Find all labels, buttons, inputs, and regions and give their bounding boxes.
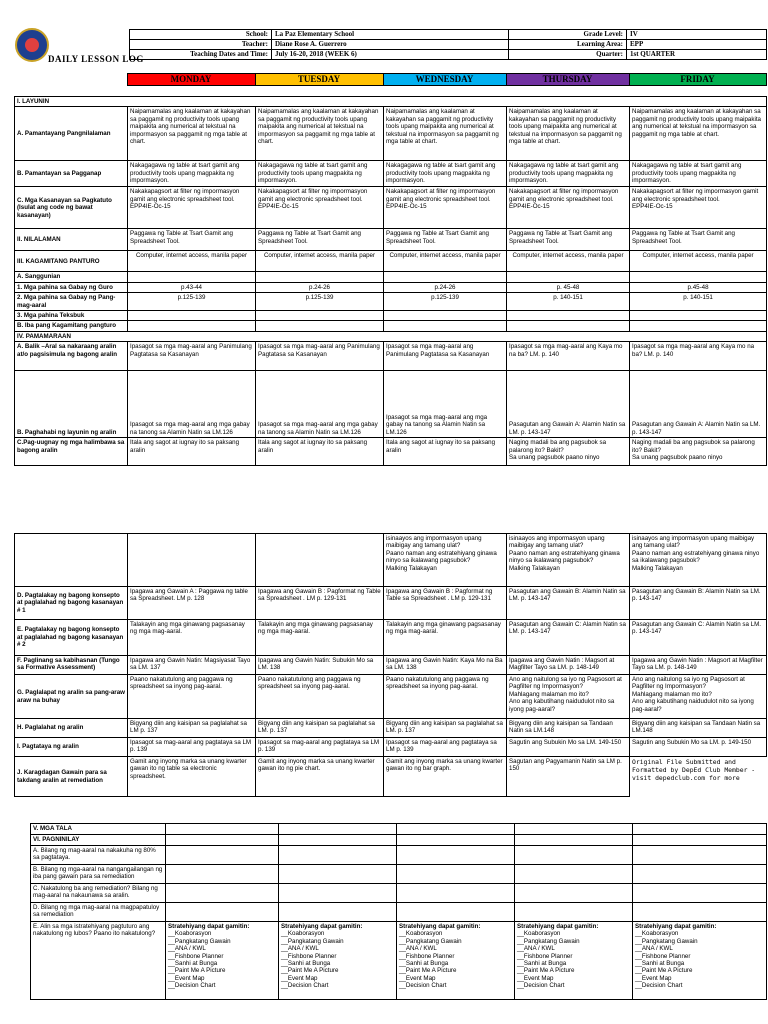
page-title: DAILY LESSON LOG [48,54,144,64]
cell: p.24-26 [384,282,507,292]
grade-value: IV [627,30,767,40]
cell: Gamit ang inyong marka sa unang kwarter gawan ito ng pie chart. [256,757,384,797]
strategy-list: __Koaborasyon __Pangkatang Gawain __ANA / KWL __Fishbone Planner __Sanhi at Bunga __Paint Me A Picture __Event Map __Decision Chart [517,930,580,990]
row-label: B. Paghahabi ng layunin ng aralin [15,371,128,438]
cell: Computer, internet access, manila paper [384,251,507,272]
row-label: D. Pagtalakay ng bagong konsepto at paglalahad ng bagong kasanayan # 1 [15,587,128,620]
row-label: 1. Mga pahina sa Gabay ng Guro [15,282,128,292]
cell: Bigyang diin ang kaisipan sa paglalahat sa LM p. 137 [128,719,256,738]
section-tala: V. MGA TALA [31,824,166,835]
day-header [14,73,767,86]
cell: Itala ang sagot at iugnay ito sa paksang aralin [128,438,256,466]
school-value: La Paz Elementary School [272,30,509,40]
row-label: A. Balik –Aral sa nakaraang aralin at/o pagsisimula ng bagong aralin [15,342,128,371]
cell: Computer, internet access, manila paper [507,251,630,272]
strategy-list: __Koaborasyon __Pangkatang Gawain __ANA / KWL __Fishbone Planner __Sanhi at Bunga __Paint Me A Picture __Event Map __Decision Chart [399,930,462,990]
cell: p.125-139 [384,293,507,311]
cell: Ipagawa ang Gawin Natin: Subukin Mo sa LM. 138 [256,656,384,675]
cell: Ipasagot sa mga mag-aaral ang mga gabay na tanong sa Alamin Natin sa LM.126 [128,371,256,438]
cell: Bigyang diin ang kaisipan sa paglalahat sa LM. p. 137 [256,719,384,738]
row-label: 2. Mga pahina sa Gabay ng Pang-mag-aaral [15,293,128,311]
row-label: I. Pagtataya ng aralin [15,738,128,757]
cell: Ipasagot sa mag-aaral ang pagtataya sa LM p. 139 [384,738,507,757]
cell: Nakakapagsort at filter ng impormasyon gamit ang electronic spreadsheet tool. EPP4IE-Oc-15 [256,187,384,229]
section-layunin: I. LAYUNIN [15,97,767,107]
cell: Talakayin ang mga ginawang pagsasanay ng mga mag-aaral. [384,620,507,656]
strategy-list: __Koaborasyon __Pangkatang Gawain __ANA / KWL __Fishbone Planner __Sanhi at Bunga __Paint Me A Picture __Event Map __Decision Chart [635,930,698,990]
lesson-table-1 [14,96,767,466]
cell: p. 140-151 [630,293,767,311]
cell: Ipagawa ang Gawain B : Pagformat ng Table sa Spreadsheet . LM p. 129-131 [384,587,507,620]
cell: p.24-26 [256,282,384,292]
cell: isinaayos ang impormasyon upang maibigay ang tamang ulat? Paano naman ang estratehiyang ginawa ninyo sa ikalawang pagsubok? Malking Talakayan [507,534,630,587]
row-label: J. Karagdagan Gawain para sa takdang aralin at remediation [15,757,128,797]
row-label: II. NILALAMAN [15,229,128,251]
footnote: Original File Submitted and Formatted by DepEd Club Member - visit depedclub.com for more [632,758,756,782]
row-label: G. Paglalapat ng aralin sa pang-araw araw na buhay [15,675,128,719]
row-label: C. Mga Kasanayan sa Pagkatuto (Isulat ang code ng bawat kasanayan) [15,187,128,229]
cell: Ipagawa ang Gawin Natin : Magsort at Magfilter Tayo sa LM. p. 148-149 [507,656,630,675]
cell: Pasagutan ang Gawain C: Alamin Natin sa LM. p. 143-147 [507,620,630,656]
cell: Naging madali ba ang pagsubok sa palarong ito? Bakit? Sa unang pagsubok paano ninyo [507,438,630,466]
strategy-heading: Stratehiyang dapat gamitin: [281,923,363,930]
cell: Paano nakatutulong ang paggawa ng spreadsheet sa inyong pag-aaral. [384,675,507,719]
cell: Gamit ang inyong marka sa unang kwarter gawan ito ng bar graph. [384,757,507,797]
cell: Ipasagot sa mga mag-aaral ang Kaya mo na ba? LM. p. 140 [507,342,630,371]
cell: Pasagutan ang Gawain B: Alamin Natin sa LM. p. 143-147 [507,587,630,620]
strategy-list: __Koaborasyon __Pangkatang Gawain __ANA / KWL __Fishbone Planner __Sanhi at Bunga __Paint Me A Picture __Event Map __Decision Chart [168,930,231,990]
cell: Ipagawa ang Gawin Natin : Magsort at Magfilter Tayo sa LM. p. 148-149 [630,656,767,675]
strategy-heading: Stratehiyang dapat gamitin: [635,923,717,930]
cell: Nakagagawa ng table at tsart gamit ang productivity tools upang magpakita ng impormasyon. [507,161,630,187]
cell: Nakagagawa ng table at tsart gamit ang productivity tools upang magpakita ng impormasyon. [256,161,384,187]
row-label: B. Bilang ng mga-aaral na nangangailangan ng iba pang gawain para sa remediation [31,865,166,884]
cell: Naipamamalas ang kaalaman at kakayahan sa paggamit ng productivity tools upang maipakita ang numerical at tekstual na impormasyon sa paggamit ng mga table at chart. [507,107,630,161]
cell: Ipasagot sa mga mag-aaral ang Panimulang Pagtatasa sa Kasanayan [256,342,384,371]
strategy-heading: Stratehiyang dapat gamitin: [168,923,250,930]
row-label: III. KAGAMITANG PANTURO [15,251,128,272]
cell: Naging madali ba ang pagsubok sa palarong ito? Bakit? Sa unang pagsubok paano ninyo [630,438,767,466]
cell: Computer, internet access, manila paper [630,251,767,272]
dates-value: July 16-20, 2018 (WEEK 6) [272,50,509,60]
cell: Pasagutan ang Gawain A: Alamin Natin sa LM. p. 143-147 [507,371,630,438]
cell: Talakayin ang mga ginawang pagsasanay ng mga mag-aaral. [256,620,384,656]
cell: Ipagawa ang Gawin Natin: Magsiyasat Tayo sa LM. 137 [128,656,256,675]
cell: Paggawa ng Table at Tsart Gamit ang Spreadsheet Tool. [128,229,256,251]
cell: Itala ang sagot at iugnay ito sa paksang aralin [384,438,507,466]
cell: Nakakapagsort at filter ng impormasyon gamit ang electronic spreadsheet tool. EPP4IE-Oc-15 [384,187,507,229]
cell: Computer, internet access, manila paper [256,251,384,272]
day-thursday: THURSDAY [506,74,629,86]
row-label: F. Paglinang sa kabihasnan (Tungo sa Formative Assessment) [15,656,128,675]
cell: Bigyang diin ang kaisipan sa Tandaan Natin sa LM.148 [630,719,767,738]
teacher-value: Diane Rose A. Guerrero [272,40,509,50]
strategy-cell [633,922,767,1000]
area-label: Learning Area: [509,40,627,50]
cell: Sagutin ang Subukin Mo sa LM. p. 149-150 [630,738,767,757]
day-monday: MONDAY [127,74,255,86]
cell: Nakagagawa ng table at tsart gamit ang productivity tools upang magpakita ng impormasyon. [630,161,767,187]
cell: Naipamamalas ang kaalaman at kakayahan sa paggamit ng productivity tools upang maipakita ang numerical at tekstual na impormasyon sa paggamit ng mga table at chart. [128,107,256,161]
quarter-value: 1st QUARTER [627,50,767,60]
cell: Talakayin ang mga ginawang pagsasanay ng mga mag-aaral. [128,620,256,656]
row-label: C.Pag-uugnay ng mga halimbawa sa bagong aralin [15,438,128,466]
cell: Paggawa ng Table at Tsart Gamit ang Spreadsheet Tool. [384,229,507,251]
deped-logo [15,28,49,62]
row-label: E. Alin sa mga istratehiyang pagtuturo ang nakatulong ng lubos? Paano ito nakatulong? [31,922,166,1000]
cell: Ipagawa ang Gawin Natin: Kaya Mo na Ba sa LM. 138 [384,656,507,675]
cell: Nakakapagsort at filter ng impormasyon gamit ang electronic spreadsheet tool. EPP4IE-Oc-15 [128,187,256,229]
cell: Paggawa ng Table at Tsart Gamit ang Spreadsheet Tool. [256,229,384,251]
cell: Ipasagot sa mga mag-aaral ang mga gabay na tanong sa Alamin Natin sa LM.126 [384,371,507,438]
cell: Ano ang naitulong sa iyo ng Pagsosort at Pagfilter ng Impormasyon? Mahlagang malaman mo ito? Ano ang kabutihang naidudulot nito sa iyong pag-aaral? [630,675,767,719]
strategy-cell [515,922,633,1000]
cell: isinaayos ang impormasyon upang maibigay ang tamang ulat? Paano naman ang estratehiyang ginawa ninyo sa ikalawang pagsubok? Malking Talakayan [384,534,507,587]
row-label: H. Paglalahat ng aralin [15,719,128,738]
cell: Pasagutan ang Gawain A: Alamin Natin sa LM. p. 143-147 [630,371,767,438]
cell: p. 140-151 [507,293,630,311]
row-label: B. Pamantayan sa Pagganap [15,161,128,187]
cell: p.125-139 [128,293,256,311]
cell: Ipagawa ang Gawain B : Pagformat ng Table sa Spreadsheet . LM p. 129-131 [256,587,384,620]
cell: Ipasagot sa mag-aaral ang pagtataya sa LM p. 139 [128,738,256,757]
cell: Nakakapagsort at filter ng impormasyon gamit ang electronic spreadsheet tool. EPP4IE-Oc-15 [630,187,767,229]
cell: p. 45-48 [507,282,630,292]
row-label: B. Iba pang Kagamitang pangturo [15,321,128,331]
strategy-list: __Koaborasyon __Pangkatang Gawain __ANA / KWL __Fishbone Planner __Sanhi at Bunga __Paint Me A Picture __Event Map __Decision Chart [281,930,344,990]
cell: Ipasagot sa mga mag-aaral ang Panimulang Pagtatasa sa Kasanayan [128,342,256,371]
cell: Ano ang naitulong sa iyo ng Pagsosort at Pagfilter ng Impormasyon? Mahlagang malaman mo ito? Ano ang kabutihang naidudulot nito sa iyong pag-aaral? [507,675,630,719]
school-label: School: [130,30,272,40]
strategy-cell [279,922,397,1000]
row-label: A. Sanggunian [15,272,128,282]
cell: Paano nakatutulong ang paggawa ng spreadsheet sa inyong pag-aaral. [128,675,256,719]
teacher-label: Teacher: [130,40,272,50]
cell: Pasagutan ang Gawain C: Alamin Natin sa LM. p. 143-147 [630,620,767,656]
cell: Ipasagot sa mga mag-aaral ang mga gabay na tanong sa Alamin Natin sa LM.126 [256,371,384,438]
grade-label: Grade Level: [509,30,627,40]
cell: Itala ang sagot at iugnay ito sa paksang aralin [256,438,384,466]
cell: Bigyang diin ang kaisipan sa Tandaan Natin sa LM.148 [507,719,630,738]
cell: isinaayos ang impormasyon upang maibigay ang tamang ulat? Paano naman ang estratehiyang ginawa ninyo sa ikalawang pagsubok? Malking Talakayan [630,534,767,587]
row-label: C. Nakatulong ba ang remediation? Bilang ng mag-aaral na nakaunawa sa aralin. [31,884,166,903]
cell: Nakagagawa ng table at tsart gamit ang productivity tools upang magpakita ng impormasyon. [384,161,507,187]
cell: p.45-48 [630,282,767,292]
cell: Bigyang diin ang kaisipan sa paglalahat sa LM. p. 137 [384,719,507,738]
day-tuesday: TUESDAY [255,74,383,86]
cell: Sagutan ang Pagyamanin Natin sa LM p. 150 [507,757,630,797]
cell: p.43-44 [128,282,256,292]
cell: Naipamamalas ang kaalaman at kakayahan sa paggamit ng productivity tools upang maipakita ang numerical at tekstual na impormasyon sa paggamit ng mga table at chart. [384,107,507,161]
dates-label: Teaching Dates and Time: [130,50,272,60]
row-label: A. Bilang ng mag-aaral na nakakuha ng 80% sa pagtataya. [31,846,166,865]
row-label: 3. Mga pahina Teksbuk [15,311,128,321]
cell: Sagutin ang Subukin Mo sa LM. 149-150 [507,738,630,757]
cell: Paggawa ng Table at Tsart Gamit ang Spreadsheet Tool. [507,229,630,251]
section-pagninilay: VI. PAGNINILAY [31,835,166,846]
cell: Naipamamalas ang kaalaman at kakayahan sa paggamit ng productivity tools upang maipakita ang numerical at tekstual na impormasyon sa paggamit ng mga table at chart. [256,107,384,161]
cell: Ipasagot sa mag-aaral ang pagtataya sa LM p. 139 [256,738,384,757]
row-label: D. Bilang ng mga mag-aaral na magpapatuloy sa remediation [31,903,166,922]
cell: p.125-139 [256,293,384,311]
cell: Pasagutan ang Gawain B: Alamin Natin sa LM. p. 143-147 [630,587,767,620]
row-label: E. Pagtalakay ng bagong konsepto at paglalahad ng bagong kasanayan # 2 [15,620,128,656]
area-value: EPP [627,40,767,50]
strategy-heading: Stratehiyang dapat gamitin: [517,923,599,930]
cell: Naipamamalas ang kaalaman at kakayahan sa paggamit ng productivity tools upang maipakita ang numerical at tekstual na impormasyon sa paggamit ng mga table at chart. [630,107,767,161]
reflection-table [30,823,767,1000]
quarter-label: Quarter: [509,50,627,60]
cell: Ipasagot sa mga mag-aaral ang Panimulang Pagtatasa sa Kasanayan [384,342,507,371]
strategy-cell [397,922,515,1000]
lesson-table-2 [14,533,767,797]
cell: Nakagagawa ng table at tsart gamit ang productivity tools upang magpakita ng impormasyon. [128,161,256,187]
cell: Ipagawa ang Gawain A : Paggawa ng table sa Spreadsheet. LM p. 128 [128,587,256,620]
strategy-heading: Stratehiyang dapat gamitin: [399,923,481,930]
cell: Paano nakatutulong ang paggawa ng spreadsheet sa inyong pag-aaral. [256,675,384,719]
day-wednesday: WEDNESDAY [383,74,506,86]
cell: Ipasagot sa mga mag-aaral ang Kaya mo na ba? LM. p. 140 [630,342,767,371]
strategy-cell [166,922,279,1000]
section-pamamaraan: IV. PAMAMARAAN [15,331,767,341]
cell: Computer, internet access, manila paper [128,251,256,272]
cell: Paggawa ng Table at Tsart Gamit ang Spreadsheet Tool. [630,229,767,251]
cell: Nakakapagsort at filter ng impormasyon gamit ang electronic spreadsheet tool. EPP4IE-Oc-15 [507,187,630,229]
row-label: A. Pamantayang Pangnilalaman [15,107,128,161]
cell: Gamit ang inyong marka sa unang kwarter gawan ito ng table sa electronic spreadsheet. [128,757,256,797]
header-table [129,29,767,60]
day-friday: FRIDAY [629,74,766,86]
